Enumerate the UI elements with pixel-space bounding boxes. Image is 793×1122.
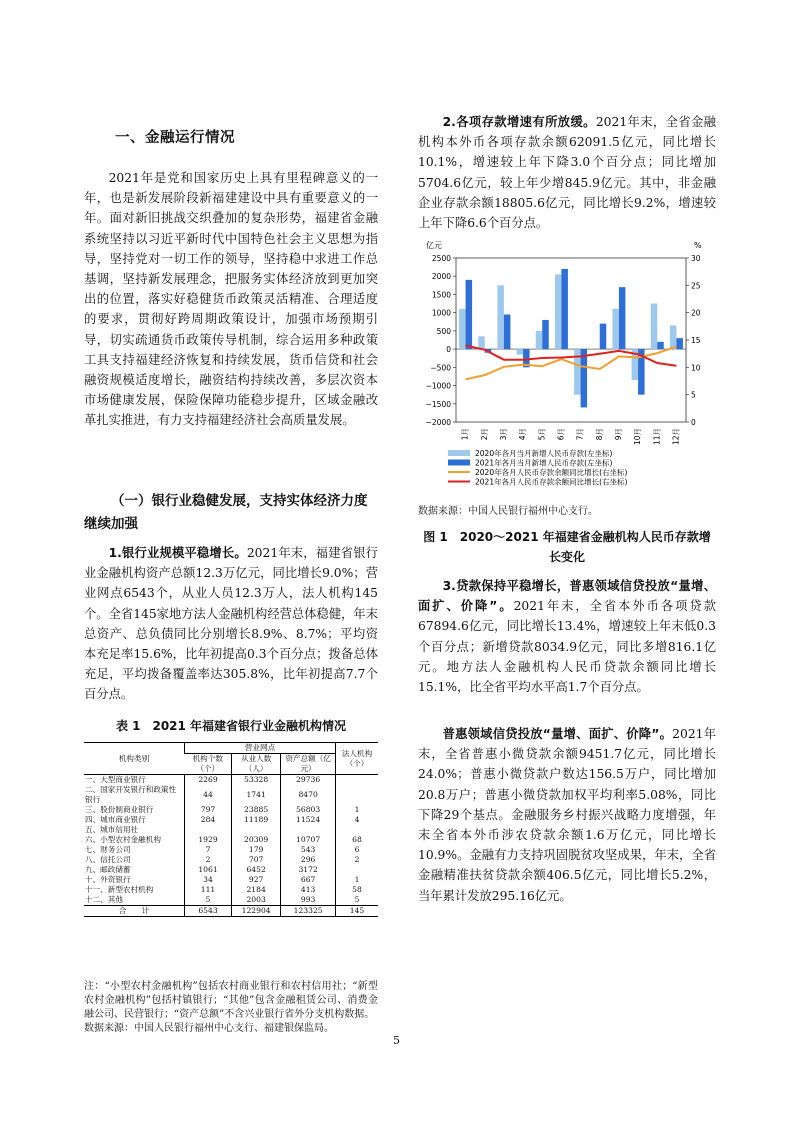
table-cell-staff: 11189 <box>232 815 281 825</box>
category-label: 10月 <box>633 428 643 446</box>
category-label: 11月 <box>652 428 662 446</box>
intro-paragraph: 2021年是党和国家历史上具有里程碑意义的一年，也是新发展阶段新福建建设中具有重要意义的一年。面对新旧挑战交织叠加的复杂形势，福建省金融系统坚持以习近平新时代中国特色社会主义思想为指导，坚持党对一切工作的领导，坚持稳中求进工作总基调，坚持新发展理念，把服务实体经济放到更加突出的位置，落实好稳健货币政策灵活精准、合理适度的要求，贯彻好跨周期政策设计，加强市场预期引导，切实疏通货币政策传导机制，综合运用多种政策工具支持福建经济恢复和持续发展，货币信贷和社会融资规模适度增长，融资结构持续改善，多层次资本市场健康发展，保险保障功能稳步提升，区域金融改革扎实推进，有力支持福建经济社会高质量发展。 <box>84 171 378 428</box>
table-cell-staff <box>232 825 281 835</box>
table-cell-name: 四、城市商业银行 <box>85 815 146 824</box>
table-cell-count: 111 <box>185 885 232 895</box>
category-label: 4月 <box>518 428 528 441</box>
table-cell-legal: 68 <box>336 835 379 845</box>
bar-2020 <box>670 325 677 349</box>
table-cell-legal: 1 <box>336 875 379 885</box>
table-total-row <box>84 906 378 917</box>
category-label: 8月 <box>594 428 604 441</box>
header-legal: 法人机构（个） <box>336 743 379 775</box>
paragraph-text: 2021年末，全省本外币各项贷款67894.6亿元，同比增长13.4%，增速较上年末低0.3个百分点；新增贷款8034.9亿元，同比多增816.1亿元。地方法人金融机构人民币贷款余额同比增长15.1%，比全省平均水平高1.7个百分点。 <box>418 599 716 695</box>
table-cell-assets: 543 <box>281 845 336 855</box>
table-cell-name: 五、城市信用社 <box>85 825 139 834</box>
table-cell-count: 2 <box>185 855 232 865</box>
category-label: 9月 <box>613 428 623 441</box>
table-cell-count: 1061 <box>185 865 232 875</box>
table-row <box>84 845 378 855</box>
category-label: 2月 <box>479 428 489 441</box>
legend-label: 2020年各月当月新增人民币存款(左坐标) <box>475 449 613 458</box>
table-total-count: 6543 <box>185 906 232 917</box>
table-total-name: 合 计 <box>84 906 185 917</box>
table-cell-name: 八、信托公司 <box>85 855 131 864</box>
table-row <box>84 855 378 865</box>
table-cell-assets: 993 <box>281 895 336 906</box>
bar-2020 <box>459 309 466 349</box>
table-cell-name: 七、财务公司 <box>85 845 131 854</box>
left-tick-label: −2000 <box>425 418 451 427</box>
table-total-assets: 123325 <box>281 906 336 917</box>
table-row <box>84 885 378 895</box>
left-tick-label: 1000 <box>431 308 451 318</box>
table-cell-assets <box>281 825 336 835</box>
table-row <box>84 805 378 815</box>
right-axis-unit: % <box>694 241 702 250</box>
bar-2020 <box>478 336 485 349</box>
table-row <box>84 775 378 786</box>
right-tick-label: 15 <box>691 336 701 345</box>
category-label: 3月 <box>498 428 508 441</box>
right-tick-label: 5 <box>691 390 696 400</box>
bar-2021 <box>657 342 664 349</box>
bar-2021 <box>504 314 511 349</box>
table-row <box>84 865 378 875</box>
header-assets: 资产总额（亿元） <box>281 754 336 775</box>
header-type: 机构类别 <box>84 743 185 775</box>
table-row <box>84 875 378 885</box>
table-cell-staff: 2003 <box>232 895 281 906</box>
line-2020 <box>466 347 677 380</box>
table-cell-count: 1929 <box>185 835 232 845</box>
table-source: 数据来源：中国人民银行福州中心支行、福建银保监局。 <box>84 1023 334 1034</box>
table-row <box>84 785 378 805</box>
category-label: 7月 <box>575 428 585 441</box>
paragraph-lead: 2.各项存款增速有所放缓。 <box>442 115 596 129</box>
table-cell-name: 一、大型商业银行 <box>84 775 185 786</box>
table-cell-staff: 53328 <box>232 775 281 786</box>
bar-2021 <box>619 287 626 349</box>
table-cell-assets: 29736 <box>281 775 336 786</box>
paragraph-lead: 普惠领域信贷投放“量增、面扩、价降”。 <box>442 727 673 741</box>
category-label: 12月 <box>671 428 681 446</box>
table-cell-count: 797 <box>185 805 232 815</box>
left-tick-label: 1500 <box>431 290 451 300</box>
table-cell-staff: 179 <box>232 845 281 855</box>
header-outlets: 营业网点 <box>185 743 336 754</box>
table-cell-staff: 927 <box>232 875 281 885</box>
header-staff: 从业人数（人） <box>232 754 281 775</box>
paragraph-text: 2021年末，福建省银行业金融机构资产总额12.3万亿元，同比增长9.0%；营业网点6543个，从业人员12.3万人，法人机构145个。全省145家地方法人金融机构经营总体稳健，年末总资产、总负债同比分别增长8.9%、8.7%；平均资本充足率15.6%，比年初提高0.3个百分点；拨备总体充足，平均拨备覆盖率达305.8%，比年初提高7.7个百分点。 <box>84 546 379 702</box>
table-row <box>84 835 378 845</box>
table-note <box>84 980 378 1036</box>
right-tick-label: 10 <box>691 363 701 373</box>
table-cell-staff: 1741 <box>232 785 281 805</box>
table-cell-name: 十二、其他 <box>85 895 123 904</box>
table-cell-assets: 11524 <box>281 815 336 825</box>
bar-2021 <box>676 338 683 349</box>
page-number: 5 <box>393 1034 400 1047</box>
table-cell-assets: 56803 <box>281 805 336 815</box>
table-cell-assets: 3172 <box>281 865 336 875</box>
table-cell-name: 十、外资银行 <box>85 875 131 884</box>
paragraph-loans <box>418 576 716 697</box>
table-note-text: 注：“小型农村金融机构”包括农村商业银行和农村信用社；“新型农村金融机构”包括村镇银行；“其他”包含金融租赁公司、消费金融公司、民营银行；“资产总额”不含兴业银行省外分支机构数据。 <box>84 981 378 1020</box>
table-cell-name: 六、小型农村金融机构 <box>85 835 161 844</box>
bar-2020 <box>555 274 562 349</box>
table-cell-count: 34 <box>185 875 232 885</box>
paragraph-deposits <box>418 112 716 233</box>
category-label: 1月 <box>460 428 470 441</box>
bar-2020 <box>651 304 658 350</box>
left-tick-label: 500 <box>436 326 451 336</box>
table-cell-legal: 58 <box>336 885 379 895</box>
table-cell-name: 三、股份制商业银行 <box>85 805 154 814</box>
table-cell-name: 十一、新型农村机构 <box>85 885 154 894</box>
table-cell-assets: 8470 <box>281 785 336 805</box>
paragraph-banking-scale <box>84 543 378 705</box>
table-cell-staff: 20309 <box>232 835 281 845</box>
table-row <box>84 895 378 906</box>
category-label: 6月 <box>556 428 566 441</box>
figure-caption: 图 1 2020～2021 年福建省金融机构人民币存款增长变化 <box>423 530 711 564</box>
header-count: 机构个数（个） <box>185 754 232 775</box>
table-cell-count: 284 <box>185 815 232 825</box>
table-cell-assets: 296 <box>281 855 336 865</box>
table-cell-count: 7 <box>185 845 232 855</box>
table-cell-count: 5 <box>185 895 232 906</box>
table-cell-legal <box>336 825 379 835</box>
figure-source: 数据来源：中国人民银行福州中心支行。 <box>418 506 598 517</box>
left-tick-label: −1500 <box>425 399 451 409</box>
paragraph-text: 2021年末，全省金融机构本外币各项存款余额62091.5亿元，同比增长10.1%，增速较上年下降3.0个百分点；同比增加5704.6亿元，较上年少增845.9亿元。其中，非金融企业存款余额18805.6亿元，同比增长9.2%，增速较上年下降6.6个百分点。 <box>418 115 717 231</box>
bar-2020 <box>612 309 619 349</box>
table-cell-count <box>185 825 232 835</box>
paragraph-inclusive <box>418 724 716 906</box>
table-cell-legal: 1 <box>336 805 379 815</box>
bar-2021 <box>542 320 549 349</box>
deposit-chart <box>418 236 716 498</box>
table-total-legal: 145 <box>336 906 379 917</box>
left-tick-label: 0 <box>446 345 451 355</box>
left-axis-unit: 亿元 <box>426 241 442 250</box>
table-cell-staff: 2184 <box>232 885 281 895</box>
section-title: 一、金融运行情况 <box>115 130 235 146</box>
left-tick-label: −1000 <box>425 381 451 391</box>
table-cell-count: 44 <box>185 785 232 805</box>
left-tick-label: 2500 <box>431 254 451 263</box>
left-tick-label: −500 <box>430 363 451 373</box>
legend-swatch <box>448 460 470 466</box>
table-cell-name: 九、邮政储蓄 <box>85 865 131 874</box>
table-cell-name: 二、国家开发银行和政策性银行 <box>85 785 177 804</box>
bar-2021 <box>561 269 568 349</box>
table-total-staff: 122904 <box>232 906 281 917</box>
right-tick-label: 30 <box>691 254 701 263</box>
table-cell-legal <box>336 865 379 875</box>
right-tick-label: 20 <box>691 308 701 318</box>
bar-2021 <box>600 324 607 350</box>
table-cell-legal <box>336 775 379 786</box>
table-cell-assets: 667 <box>281 875 336 885</box>
bar-2020 <box>497 285 504 349</box>
table-cell-staff: 707 <box>232 855 281 865</box>
table-cell-staff: 23885 <box>232 805 281 815</box>
table-cell-legal <box>336 785 379 805</box>
category-label: 5月 <box>537 428 547 441</box>
bar-2021 <box>466 280 473 349</box>
legend-label: 2020年各月人民币存款余额同比增长(右坐标) <box>475 468 628 477</box>
bar-2020 <box>536 331 543 349</box>
paragraph-lead: 3.贷款保持平稳增长，普惠领域信贷投放“量增、面扩、价降”。 <box>418 579 716 614</box>
right-tick-label: 0 <box>691 418 696 427</box>
table-cell-assets: 10707 <box>281 835 336 845</box>
right-tick-label: 25 <box>691 281 701 291</box>
bar-2021 <box>581 349 588 407</box>
table-row <box>84 825 378 835</box>
table-cell-assets: 413 <box>281 885 336 895</box>
table-cell-count: 2269 <box>185 775 232 786</box>
legend-swatch <box>448 450 470 456</box>
table-cell-legal: 6 <box>336 845 379 855</box>
table-cell-legal: 2 <box>336 855 379 865</box>
table-cell-legal: 5 <box>336 895 379 906</box>
paragraph-lead: 1.银行业规模平稳增长。 <box>108 546 247 560</box>
subsection-title: （一）银行业稳健发展，支持实体经济力度继续加强 <box>84 493 368 532</box>
table-cell-staff: 6452 <box>232 865 281 875</box>
legend-label: 2021年各月当月新增人民币存款(左坐标) <box>475 458 613 468</box>
bank-table <box>84 742 378 917</box>
legend-label: 2021年各月人民币存款余额同比增长(右坐标) <box>475 477 628 487</box>
bar-2020 <box>517 349 524 354</box>
table-caption: 表 1 2021 年福建省银行业金融机构情况 <box>115 719 347 733</box>
paragraph-text: 2021年末，全省普惠小微贷款余额9451.7亿元，同比增长24.0%；普惠小微贷款户数达156.5万户，同比增加20.8万户；普惠小微贷款加权平均利率5.08%，同比下降29个基点。金融服务乡村振兴战略力度增强，年末全省本外币涉农贷款余额1.6万亿元，同比增长10.9%。金融有力支持巩固脱贫攻坚成果，年末，全省金融精准扶贫贷款余额406.5亿元，同比增长5.2%，当年累计发放295.16亿元。 <box>418 727 716 903</box>
table-cell-legal: 4 <box>336 815 379 825</box>
table-row <box>84 815 378 825</box>
left-tick-label: 2000 <box>431 272 451 282</box>
